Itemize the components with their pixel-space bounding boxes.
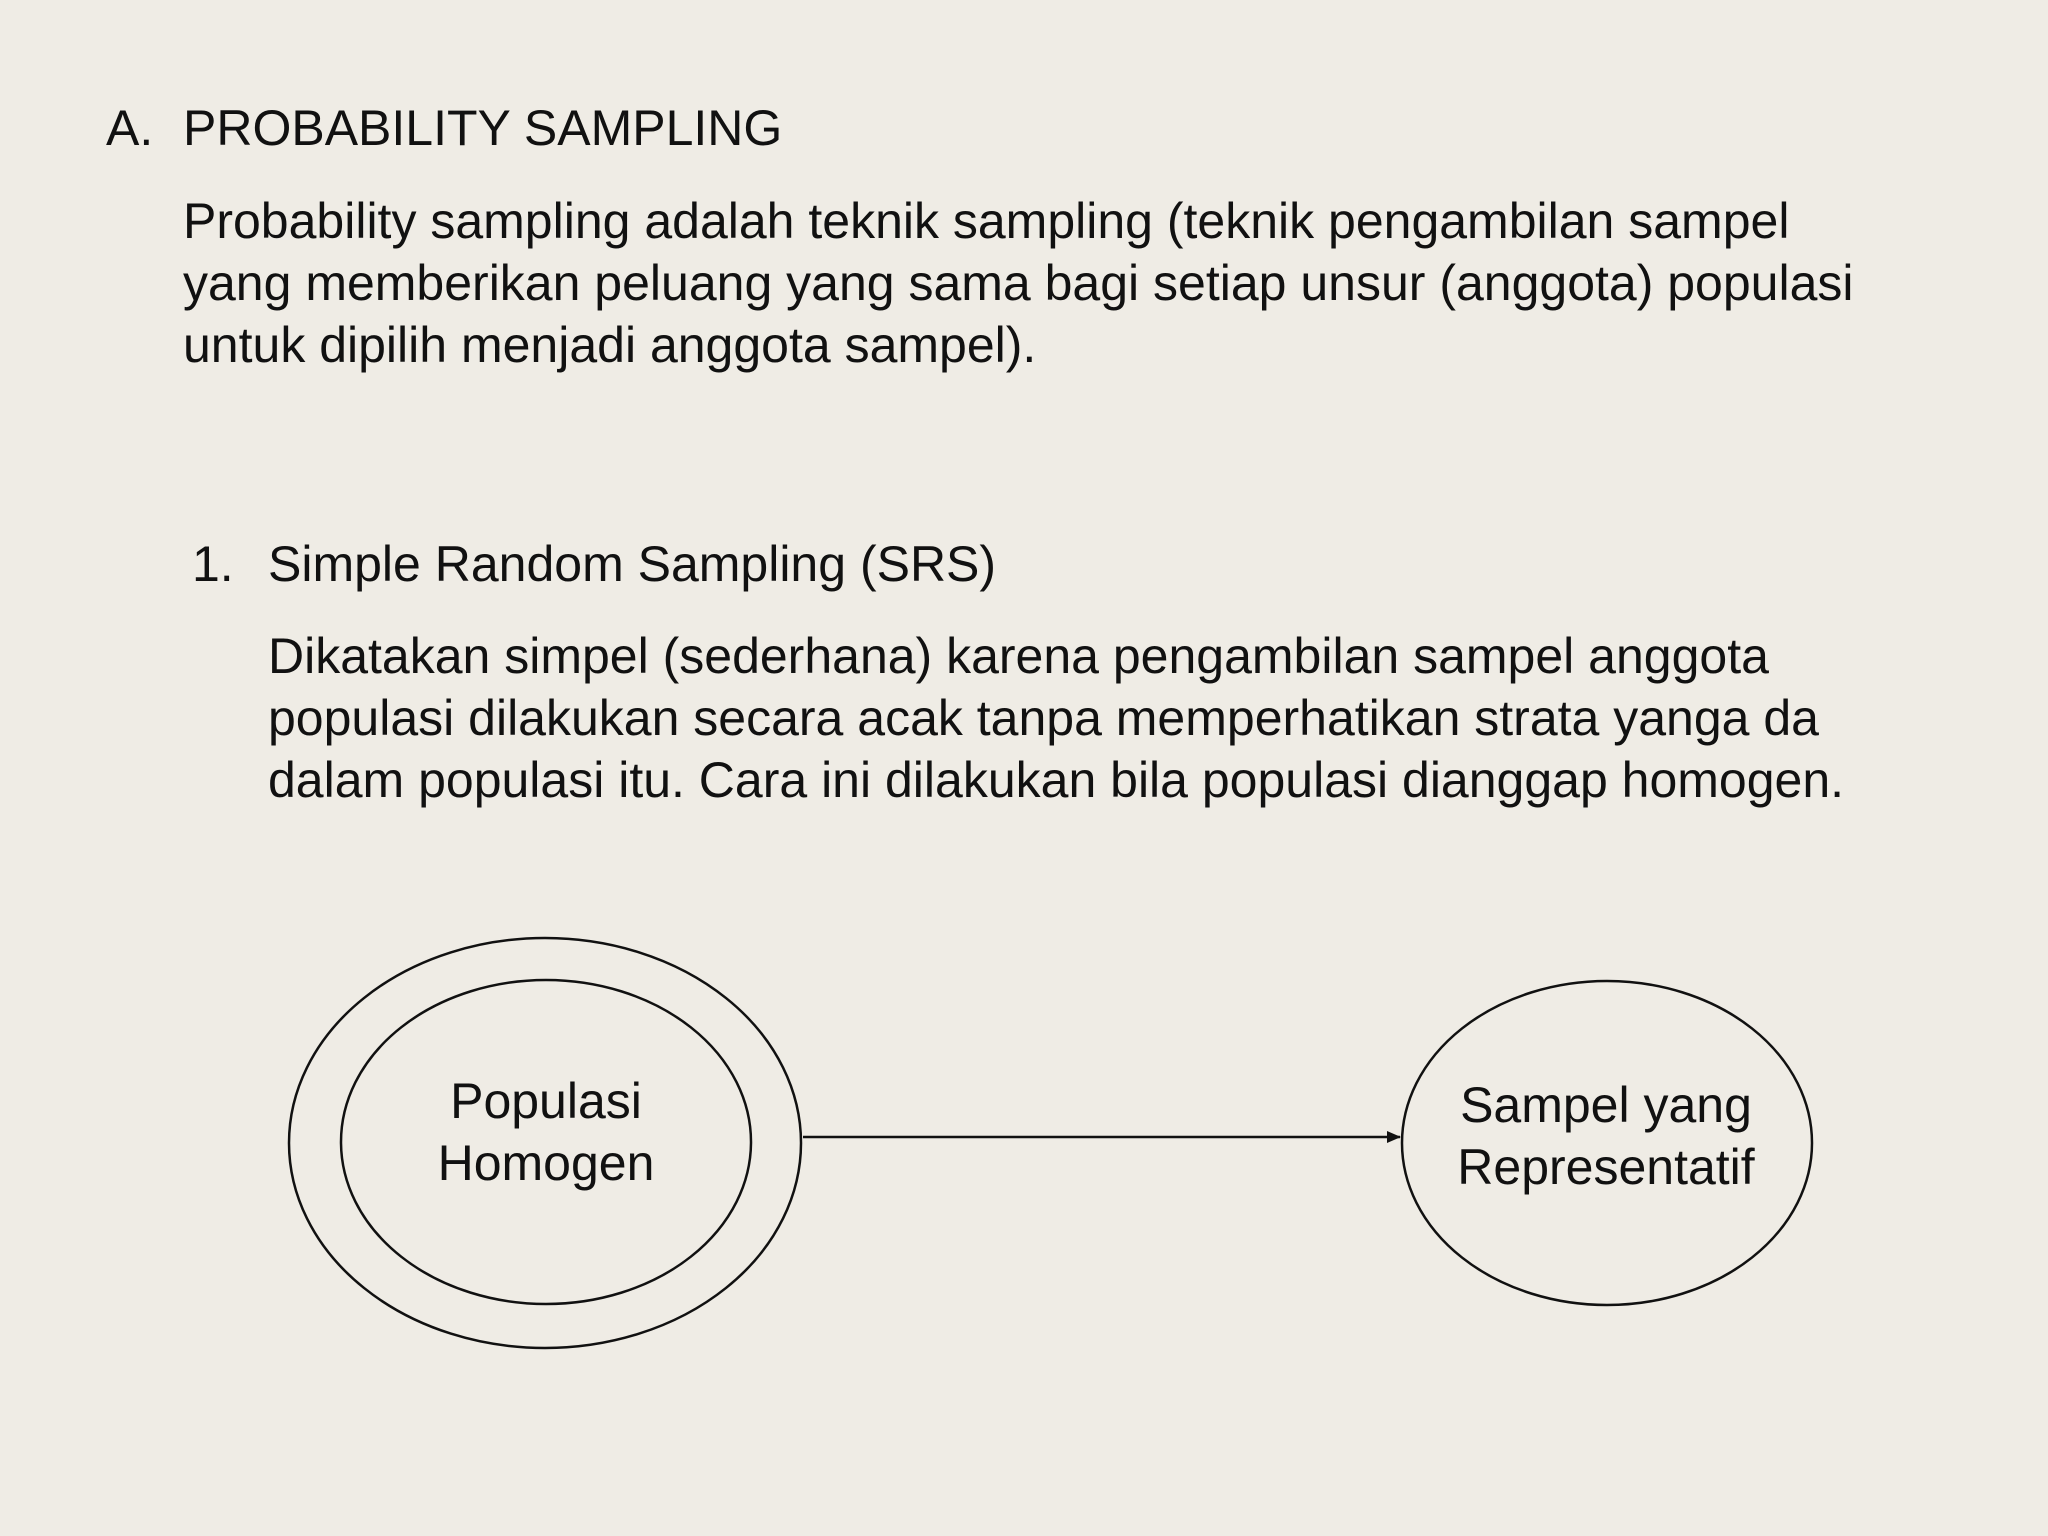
item-marker: 1. — [192, 536, 234, 592]
section-description: Probability sampling adalah teknik sampling (teknik pengambilan sampel yang memberikan peluang yang sama bagi setiap unsur (anggota) populasi untuk dipilih menjadi anggota sampel). — [183, 193, 1854, 373]
section-marker: A. — [106, 100, 154, 156]
item-title: Simple Random Sampling (SRS) — [268, 536, 997, 592]
item-description: Dikatakan simpel (sederhana) karena pengambilan sampel anggota populasi dilakukan secara acak tanpa memperhatikan strata yanga da dalam populasi itu. Cara ini dilakukan bila populasi dianggap homogen. — [268, 628, 1845, 808]
sample-label: Sampel yang Representatif — [1457, 1077, 1755, 1195]
population-label: Populasi Homogen — [437, 1073, 655, 1191]
section-title: PROBABILITY SAMPLING — [183, 100, 783, 156]
